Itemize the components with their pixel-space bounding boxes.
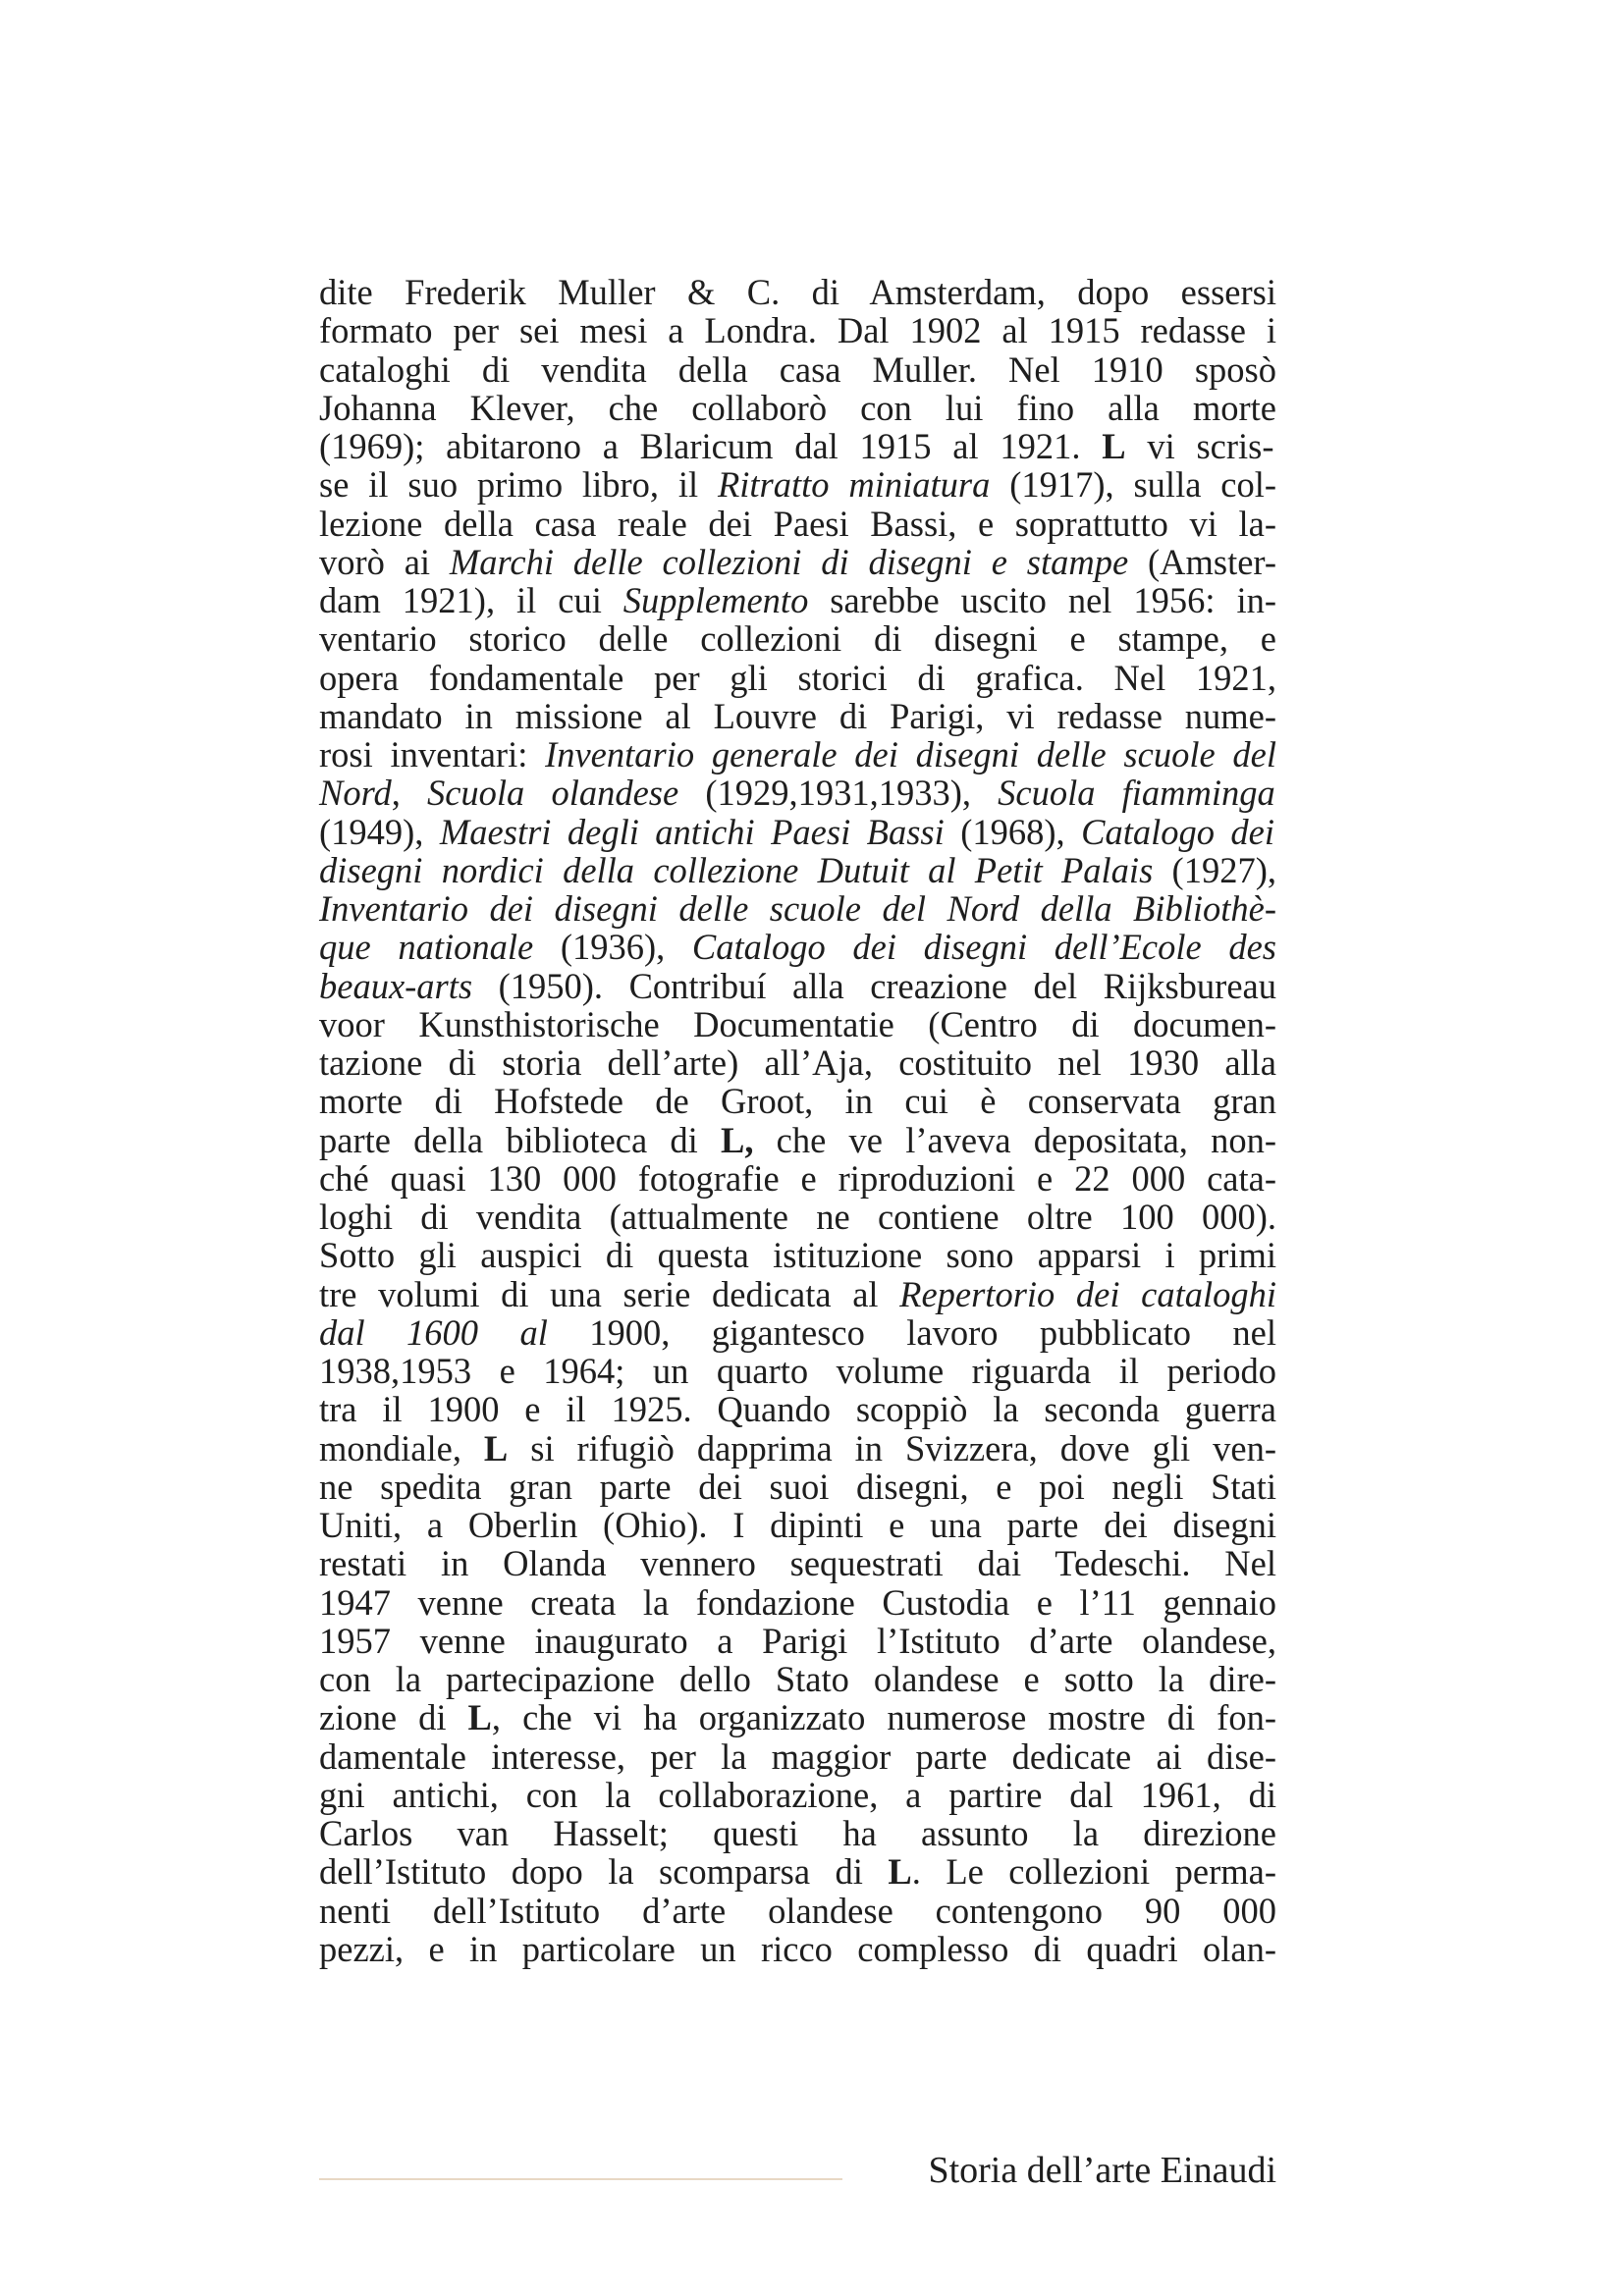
text-segment: 1900, gigantesco lavoro pubblicato nel (547, 1311, 1276, 1353)
text-segment: pezzi, e in particolare un ricco complesso di quadri olan- (319, 1928, 1276, 1969)
text-line (319, 619, 1276, 658)
text-line (319, 1930, 1276, 1968)
text-line (319, 1352, 1276, 1390)
text-segment: 1957 venne inaugurato a Parigi l’Istituto d’arte olandese, (319, 1620, 1276, 1661)
text-line (319, 427, 1276, 465)
bold-text: L (1102, 426, 1126, 466)
text-segment: Sotto gli auspici di questa istituzione sono apparsi i primi (319, 1235, 1276, 1276)
italic-text: dal 1600 al (319, 1311, 548, 1353)
italic-text: disegni nordici della collezione Dutuit al Petit Palais (319, 849, 1154, 890)
text-line (319, 1313, 1276, 1352)
text-line (319, 1198, 1276, 1236)
text-line (319, 774, 1276, 812)
italic-text: que nationale (319, 927, 534, 968)
text-segment: Uniti, a Oberlin (Ohio). I dipinti e una parte dei disegni (319, 1505, 1276, 1545)
text-segment: ché quasi 130 000 fotografie e riproduzioni e 22 000 cata- (319, 1157, 1276, 1199)
text-segment: formato per sei mesi a Londra. Dal 1902 al 1915 redasse i (319, 310, 1276, 351)
bold-text: L (888, 1851, 912, 1893)
text-segment: 1947 venne creata la fondazione Custodia e l’11 gennaio (319, 1581, 1276, 1623)
text-line (319, 813, 1276, 851)
text-line (319, 1852, 1276, 1891)
italic-text: Marchi delle collezioni di disegni e stampe (449, 541, 1129, 582)
text-segment: (Amster- (1128, 541, 1276, 582)
italic-text: beaux-arts (319, 965, 473, 1006)
text-segment: (1968), (944, 811, 1082, 852)
text-line (319, 505, 1276, 543)
text-segment: restati in Olanda vennero sequestrati dai Tedeschi. Nel (319, 1543, 1276, 1584)
text-segment: , che vi ha organizzato numerose mostre di fon- (491, 1697, 1276, 1738)
text-segment: dite Frederik Muller & C. di Amsterdam, dopo essersi (319, 272, 1276, 312)
italic-text: Inventario generale dei disegni delle scuole del (545, 734, 1276, 774)
text-segment: opera fondamentale per gli storici di grafica. Nel 1921, (319, 657, 1276, 698)
text-line (319, 851, 1276, 889)
text-segment: (1927), (1153, 849, 1276, 890)
text-segment: dell’Istituto dopo la scomparsa di (319, 1851, 889, 1893)
text-segment: ventario storico delle collezioni di disegni e stampe, e (319, 618, 1276, 660)
italic-text: Ritratto miniatura (717, 464, 991, 506)
text-line (319, 1776, 1276, 1814)
text-segment: vorò ai (319, 541, 450, 582)
text-line (319, 1429, 1276, 1468)
text-line (319, 581, 1276, 619)
text-line (319, 1390, 1276, 1428)
text-segment: (1949), (319, 811, 440, 852)
text-line (319, 1737, 1276, 1776)
italic-text: Scuola fiamminga (998, 773, 1275, 814)
text-segment: mondiale, (319, 1427, 484, 1468)
italic-text: Inventario dei disegni delle scuole del Nord della Bibliothè- (319, 888, 1276, 929)
text-segment: tre volumi di una serie dedicata al (319, 1273, 900, 1314)
text-segment: damentale interesse, per la maggior parte dedicate ai dise- (319, 1735, 1276, 1777)
text-segment: se il suo primo libro, il (319, 464, 718, 506)
text-line (319, 1082, 1276, 1120)
italic-text: Nord (319, 773, 392, 814)
text-line (319, 1468, 1276, 1506)
text-segment: . Le collezioni perma- (911, 1851, 1276, 1893)
footer-title: Storia dell’arte Einaudi (928, 2150, 1276, 2191)
text-segment: rosi inventari: (319, 734, 546, 774)
text-line (319, 465, 1276, 504)
text-line (319, 735, 1276, 774)
text-line (319, 1005, 1276, 1043)
text-line (319, 1660, 1276, 1698)
text-line (319, 1236, 1276, 1274)
text-line (319, 1544, 1276, 1582)
text-line (319, 1698, 1276, 1736)
text-segment: Carlos van Hasselt; questi ha assunto la direzione (319, 1813, 1276, 1853)
italic-text: Catalogo dei disegni dell’Ecole des (691, 927, 1276, 968)
text-segment: tazione di storia dell’arte) all’Aja, costituito nel 1930 alla (319, 1042, 1276, 1083)
page-footer (319, 2146, 1276, 2195)
text-segment: dam 1921), il cui (319, 580, 623, 620)
bold-text: L (483, 1427, 509, 1468)
body-text (319, 273, 1276, 1968)
text-segment: sarebbe uscito nel 1956: in- (808, 580, 1276, 620)
text-line (319, 889, 1276, 928)
text-line (319, 1506, 1276, 1544)
text-segment: nenti dell’Istituto d’arte olandese contengono 90 000 (319, 1890, 1276, 1931)
footer-rule (319, 2178, 842, 2180)
text-segment: mandato in missione al Louvre di Parigi, vi redasse nume- (319, 695, 1276, 736)
text-segment: 1938,1953 e 1964; un quarto volume riguarda il periodo (319, 1351, 1276, 1391)
text-line (319, 350, 1276, 389)
italic-text: Maestri degli antichi Paesi Bassi (439, 811, 945, 852)
text-line (319, 659, 1276, 697)
text-segment: voor Kunsthistorische Documentatie (Centro di documen- (319, 1003, 1276, 1044)
text-segment: cataloghi di vendita della casa Muller. Nel 1910 sposò (319, 348, 1276, 390)
text-segment: (1917), sulla col- (990, 464, 1276, 506)
text-segment: gni antichi, con la collaborazione, a partire dal 1961, di (319, 1774, 1276, 1815)
text-segment: loghi di vendita (attualmente ne contiene oltre 100 000). (319, 1197, 1276, 1237)
text-line (319, 1622, 1276, 1660)
text-segment: Johanna Klever, che collaborò con lui fino alla morte (319, 387, 1276, 428)
text-line (319, 967, 1276, 1005)
text-line (319, 311, 1276, 349)
text-line (319, 928, 1276, 966)
text-segment: ne spedita gran parte dei suoi disegni, e poi negli Stati (319, 1466, 1276, 1507)
text-line (319, 273, 1276, 311)
text-segment: (1936), (533, 927, 692, 968)
text-line (319, 1892, 1276, 1930)
text-line (319, 1043, 1276, 1082)
text-segment: si rifugiò dapprima in Svizzera, dove gli ven- (508, 1427, 1276, 1468)
text-segment: tra il 1900 e il 1925. Quando scoppiò la seconda guerra (319, 1389, 1276, 1430)
text-line (319, 697, 1276, 735)
text-line (319, 1121, 1276, 1159)
italic-text: Repertorio dei cataloghi (899, 1273, 1276, 1314)
text-segment: , (391, 773, 427, 814)
text-segment: vi scris- (1125, 426, 1274, 466)
text-line (319, 389, 1276, 427)
text-segment: (1950). Contribuí alla creazione del Rijksbureau (472, 965, 1276, 1006)
text-line (319, 1159, 1276, 1198)
text-line (319, 1814, 1276, 1852)
text-segment: che ve l’aveva depositata, non- (753, 1119, 1276, 1160)
text-segment: lezione della casa reale dei Paesi Bassi, e soprattutto vi la- (319, 503, 1276, 544)
text-segment: zione di (319, 1697, 468, 1738)
text-line (319, 1583, 1276, 1622)
italic-text: Scuola olandese (426, 773, 679, 814)
italic-text: Catalogo dei (1081, 811, 1275, 852)
text-segment: morte di Hofstede de Groot, in cui è conservata gran (319, 1081, 1276, 1122)
text-line (319, 543, 1276, 581)
text-segment: (1929,1931,1933), (678, 773, 999, 814)
bold-text: L, (721, 1119, 754, 1160)
text-segment: con la partecipazione dello Stato olandese e sotto la dire- (319, 1659, 1276, 1699)
text-segment: (1969); abitarono a Blaricum dal 1915 al 1921. (319, 426, 1103, 466)
italic-text: Supplemento (622, 580, 809, 620)
text-line (319, 1275, 1276, 1313)
text-segment: parte della biblioteca di (319, 1119, 721, 1160)
bold-text: L (467, 1697, 492, 1738)
